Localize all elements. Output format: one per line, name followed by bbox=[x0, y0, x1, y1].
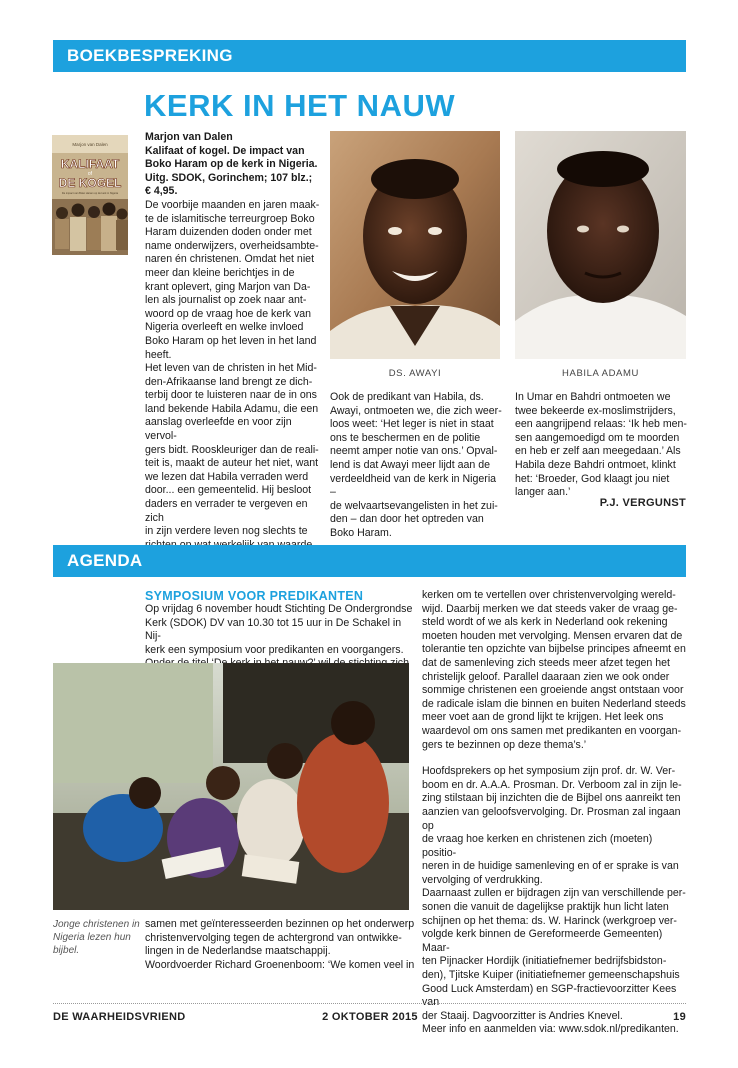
footer-divider bbox=[53, 1003, 686, 1004]
text-line: boom en dr. A.A.A. Prosman. Dr. Verboom zal in zijn le- bbox=[422, 778, 682, 791]
cover-author: Marjon van Dalen bbox=[72, 142, 108, 147]
book-meta-line: Uitg. SDOK, Gorinchem; 107 blz.; bbox=[145, 171, 313, 184]
text-line: dat de samenleving zich steeds meer afzet tegen het bbox=[422, 656, 670, 669]
cover-title-mid: of bbox=[87, 171, 93, 177]
book-cover-image bbox=[52, 135, 128, 255]
text-line: den-Afrikaanse land brengt ze dich- bbox=[145, 375, 313, 388]
book-meta-line: € 4,95. bbox=[145, 185, 178, 198]
text-line: steld wordt of we als kerk in Nederland ook rekening bbox=[422, 616, 668, 629]
text-line: In Umar en Bahdri ontmoeten we bbox=[515, 391, 671, 403]
text-line: kerk een symposium voor predikanten en voorgangers. bbox=[145, 643, 404, 656]
cover-title-top: KALIFAAT bbox=[60, 157, 120, 171]
text-line: door... een gemeentelid. Hij besloot bbox=[145, 484, 312, 497]
text-line: naren én christenen. Omdat het niet bbox=[145, 253, 315, 266]
text-line: in zijn verdere leven nog slechts te bbox=[145, 525, 308, 538]
text-line: christenvervolging tegen de achtergrond van ontwikke- bbox=[145, 931, 402, 944]
text-line: sonen die vanuit de dagelijkse praktijk hun licht laten bbox=[422, 901, 669, 914]
text-line: de vraag hoe kerken en christenen zich (moeten) positio- bbox=[422, 833, 653, 859]
review-column-1 bbox=[145, 131, 323, 566]
cover-title-bottom: DE KOGEL bbox=[58, 176, 122, 190]
text-line: Kerk (SDOK) DV van 10.30 tot 15 uur in De Schakel in Nij- bbox=[145, 616, 402, 643]
text-line: meer voet aan de grond lijkt te krijgen. Het leek ons bbox=[422, 711, 664, 724]
text-line: woord op de vraag hoe de kerk van bbox=[145, 307, 312, 320]
text-line: samen met geïnteresseerden bezinnen op het onderwerp bbox=[145, 918, 415, 930]
review-column-3 bbox=[515, 391, 687, 500]
text-line: len als journalist op zoek naar ant- bbox=[145, 294, 307, 307]
section-label: AGENDA bbox=[67, 551, 143, 570]
text-line: Habila deze Bahdri ontmoet, klinkt bbox=[515, 458, 676, 471]
footer-page-number: 19 bbox=[673, 1011, 686, 1023]
photo-caption-awayi: DS. AWAYI bbox=[388, 368, 442, 379]
text-line: den), Tjitske Kuiper (initiatiefnemer gemeenschapshuis bbox=[422, 969, 680, 982]
text-line: te de islamitische terreurgroep Boko bbox=[145, 212, 315, 225]
photo-ds-awayi bbox=[330, 131, 500, 359]
text-line: sommige christenen een groeiende angst ontstaan voor bbox=[422, 684, 684, 697]
text-line: ons te beschermen en de politie bbox=[330, 431, 481, 444]
text-line: daders en verrader te vergeven en zich bbox=[145, 498, 308, 524]
caption-line: Nigeria lezen hun bbox=[53, 932, 131, 943]
photo-nigeria-bible-readers bbox=[53, 663, 409, 910]
text-line: Awayi, ontmoeten we, die zich weer- bbox=[330, 404, 502, 417]
text-line: sen aangemoedigd om te moorden bbox=[515, 431, 680, 444]
text-line: volgde kerk binnen de Gereformeerde Gemeenten) Maar- bbox=[422, 928, 663, 954]
text-line: teit is, maakt de auteur het niet, want bbox=[145, 457, 319, 470]
text-line: langer aan.’ bbox=[515, 486, 571, 499]
text-line: terbij door te luisteren naar de in ons bbox=[145, 389, 317, 402]
text-line: name onderwijzers, overheidsambte- bbox=[145, 239, 319, 252]
text-line: kerken om te vertellen over christenvervolging wereld- bbox=[422, 589, 676, 601]
agenda-below-photo bbox=[145, 918, 415, 972]
text-line: schijnen op het thema: ds. W. Harinck (werkgroep ver- bbox=[422, 914, 677, 927]
footer-publication: DE WAARHEIDSVRIEND bbox=[53, 1011, 186, 1023]
text-line: Haram duizenden doden onder met bbox=[145, 226, 312, 239]
text-line: christelijk geloof. Parallel daaraan zien we ook onder bbox=[422, 670, 670, 683]
agenda-paragraph-1 bbox=[422, 589, 688, 752]
text-line: Boko Haram. bbox=[330, 526, 392, 539]
text-line: Nigeria overleeft en welke invloed bbox=[145, 321, 304, 334]
text-line: Op vrijdag 6 november houdt Stichting De Ondergrondse bbox=[145, 603, 413, 615]
agenda-intro bbox=[145, 603, 415, 671]
photo-habila-adamu bbox=[515, 131, 686, 359]
book-cover-art bbox=[52, 135, 128, 255]
text-line: lend is dat Awayi meer lijdt aan de bbox=[330, 458, 490, 471]
text-line: ten Pijnacker Hordijk (initiatiefnemer bedrijfsbidston- bbox=[422, 955, 667, 968]
text-line: Woordvoerder Richard Groenenboom: ‘We komen veel in bbox=[145, 958, 415, 971]
text-line: der Staaij. Dagvoorzitter is Andries Knevel. bbox=[422, 1009, 623, 1022]
text-line: Meer info en aanmelden via: www.sdok.nl/predikanten. bbox=[422, 1023, 679, 1036]
photo-caption-habila: HABILA ADAMU bbox=[562, 368, 639, 379]
agenda-paragraph-2 bbox=[422, 765, 688, 1037]
text-line: De voorbije maanden en jaren maak- bbox=[145, 198, 320, 211]
text-line: Ook de predikant van Habila, ds. bbox=[330, 391, 484, 403]
text-line: meer dan kleine berichtjes in de bbox=[145, 266, 295, 279]
text-line: loos weet: ‘Het leger is niet in staat bbox=[330, 418, 494, 431]
text-line: we lezen dat Habila verraden werd bbox=[145, 470, 309, 483]
text-line: den – dan door het optreden van bbox=[330, 513, 484, 526]
agenda-right-column bbox=[422, 589, 688, 1037]
agenda-subhead: SYMPOSIUM VOOR PREDIKANTEN bbox=[145, 589, 364, 603]
portrait-habila-image bbox=[515, 131, 686, 359]
section-bar-agenda bbox=[53, 545, 686, 577]
text-line: moeten houden met vervolging. Mensen ervaren dat de bbox=[422, 629, 683, 642]
text-line: waardevol om ons samen met predikanten en voorgan- bbox=[422, 724, 682, 737]
text-line: gers te bezinnen op deze thema’s.’ bbox=[422, 738, 587, 751]
text-line: land bekende Habila Adamu, die een bbox=[145, 402, 319, 415]
text-line: het: ‘Broeder, God klaagt jou niet bbox=[515, 472, 670, 485]
book-meta-line: Kalifaat of kogel. De impact van bbox=[145, 144, 305, 157]
text-line: vervolging of verdrukking. bbox=[422, 873, 543, 886]
caption-line: bijbel. bbox=[53, 945, 80, 956]
text-line: en heb er zelf aan meegedaan.’ Als bbox=[515, 445, 681, 458]
text-line: zing stilstaan bij inzichten die de Bijbel ons aanreikt ten bbox=[422, 792, 681, 805]
section-bar-boekbespreking bbox=[53, 40, 686, 72]
text-line: wijd. Daarbij merken we dat steeds vaker de vraag ge- bbox=[422, 602, 678, 615]
portrait-awayi-image bbox=[330, 131, 500, 359]
review-body-text bbox=[145, 199, 323, 566]
text-line: heeft. bbox=[145, 348, 172, 361]
text-line: krant oplevert, ging Marjon van Da- bbox=[145, 280, 311, 293]
book-meta-line: Boko Haram op de kerk in Nigeria. bbox=[145, 158, 318, 171]
text-line: de radicale islam die binnen en buiten Nederland steeds bbox=[422, 697, 686, 710]
text-line: aanzien van geloofsvervolging. Dr. Prosman zal ingaan op bbox=[422, 805, 681, 832]
bible-readers-image bbox=[53, 663, 409, 910]
text-line: Boko Haram op het leven in het land bbox=[145, 334, 317, 347]
footer-date: 2 OKTOBER 2015 bbox=[322, 1011, 418, 1023]
cover-crowd-illustration bbox=[52, 199, 128, 255]
section-label: BOEKBESPREKING bbox=[67, 46, 233, 65]
text-line: lingen in de Nederlandse maatschappij. bbox=[145, 945, 331, 958]
article-byline: P.J. VERGUNST bbox=[599, 497, 686, 509]
text-line: Het leven van de christen in het Mid- bbox=[145, 362, 317, 375]
text-line: Daarnaast zullen er bijdragen zijn van verschillende per- bbox=[422, 887, 686, 900]
text-line: Hoofdsprekers op het symposium zijn prof. dr. W. Ver- bbox=[422, 765, 676, 778]
text-line: neemt amper notie van ons.’ Opval- bbox=[330, 445, 498, 458]
text-line: verdeeldheid van de kerk in Nigeria – bbox=[330, 472, 497, 499]
caption-line: Jonge christenen in bbox=[53, 919, 140, 930]
text-line: de welvaartsevangelisten in het zui- bbox=[330, 499, 498, 512]
text-line: een aangrijpend relaas: ‘Ik heb men- bbox=[515, 418, 687, 431]
book-meta-line: Marjon van Dalen bbox=[145, 131, 233, 143]
text-line: twee bekeerde ex-moslimstrijders, bbox=[515, 404, 676, 417]
text-line: Good Luck Amsterdam) en SGP-fractievoorzitter Kees van bbox=[422, 982, 677, 1009]
text-line: aanslag overleefde en voor zijn vervol- bbox=[145, 416, 292, 443]
article-headline: KERK IN HET NAUW bbox=[144, 88, 456, 123]
agenda-photo-caption bbox=[53, 918, 143, 957]
text-line: neren in de huidige samenleving en of er sprake is van bbox=[422, 860, 679, 873]
book-meta bbox=[145, 131, 323, 199]
text-line: tolerantie ten opzichte van bijbelse principes afneemt en bbox=[422, 643, 686, 656]
cover-subtitle: De impact van Boko Haram op de kerk in Nigeria bbox=[61, 192, 119, 195]
review-column-2 bbox=[330, 391, 502, 541]
text-line: gers bidt. Rooskleuriger dan de reali- bbox=[145, 443, 319, 456]
